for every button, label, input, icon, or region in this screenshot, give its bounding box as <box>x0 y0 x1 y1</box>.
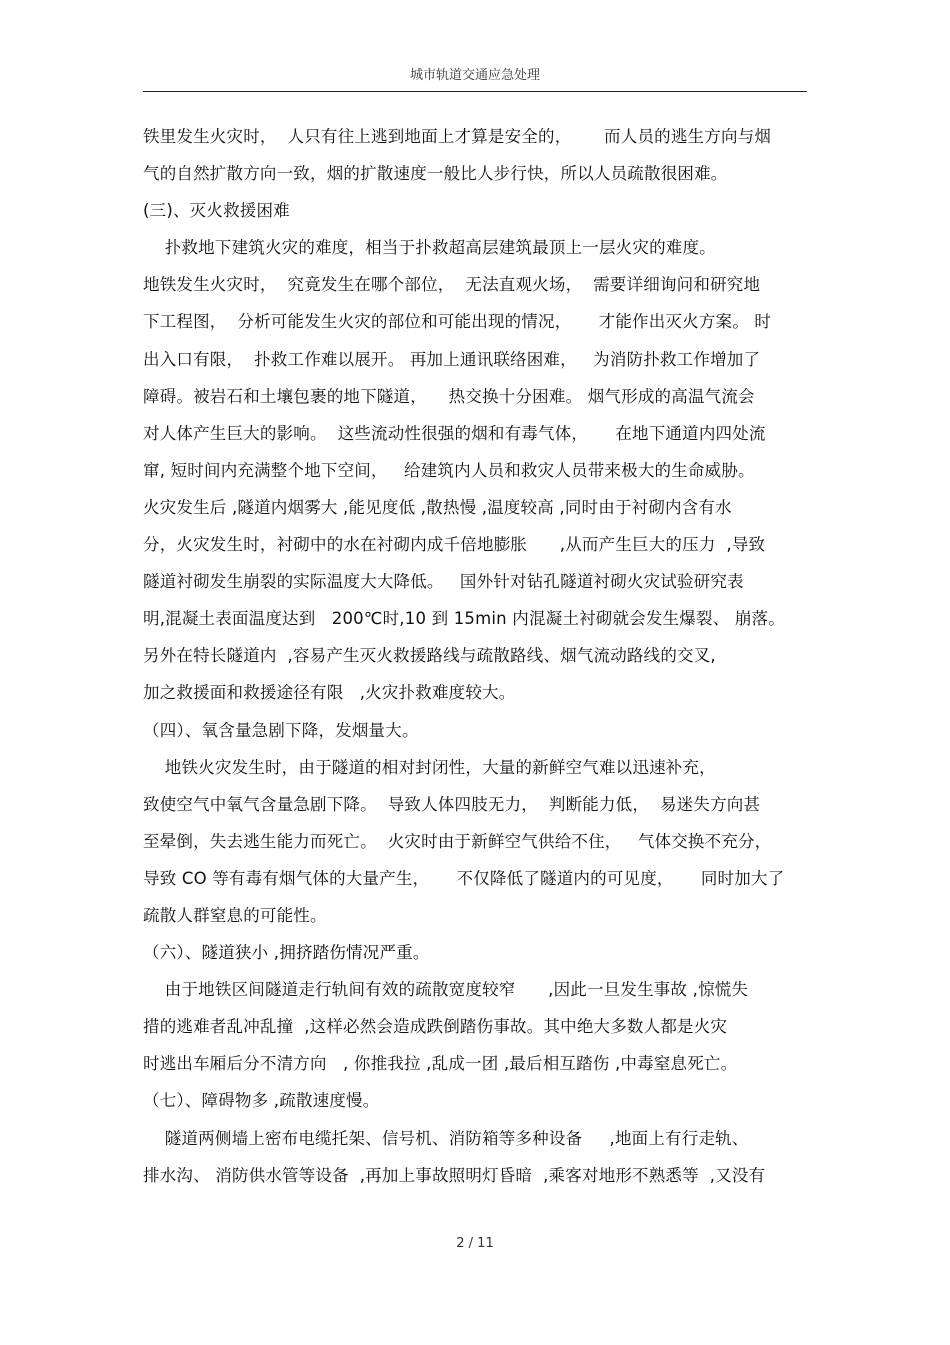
body-line: 地铁发生火灾时， 究竟发生在哪个部位， 无法直观火场， 需要详细询问和研究地 <box>143 275 761 295</box>
page-header-title: 城市轨道交通应急处理 <box>409 68 540 83</box>
body-line: 出入口有限， 扑救工作难以展开。 再加上通讯联络困难， 为消防扑救工作增加了 <box>143 349 761 369</box>
body-line: 扑救地下建筑火灾的难度，相当于扑救超高层建筑最顶上一层火灾的难度。 <box>143 238 716 258</box>
body-line: 至晕倒，失去逃生能力而死亡。 火灾时由于新鲜空气供给不住， 气体交换不充分， <box>143 831 772 851</box>
body-line: 障碍。被岩石和土壤包裹的地下隧道， 热交换十分困难。 烟气形成的高温气流会 <box>143 386 755 406</box>
section-heading: （七）、障碍物多 ,疏散速度慢。 <box>143 1091 380 1111</box>
body-line: 火灾发生后 ,隧道内烟雾大 ,能见度低 ,散热慢 ,温度较高 ,同时由于衬砌内含有水 <box>143 497 732 517</box>
body-line: 措的逃难者乱冲乱撞 ,这样必然会造成跌倒踏伤事故。其中绝大多数人都是火灾 <box>143 1017 728 1037</box>
body-line: 隧道两侧墙上密布电缆托架、信号机、消防箱等多种设备 ,地面上有行走轨、 <box>143 1128 749 1148</box>
body-line: 导致 CO 等有毒有烟气体的大量产生， 不仅降低了隧道内的可见度， 同时加大了 <box>143 868 785 888</box>
body-line: 由于地铁区间隧道走行轨间有效的疏散宽度较窄 ,因此一旦发生事故 ,惊慌失 <box>143 980 749 1000</box>
body-line: 加之救援面和救援途径有限 ,火灾扑救难度较大。 <box>143 683 516 703</box>
body-line: 致使空气中氧气含量急剧下降。 导致人体四肢无力， 判断能力低， 易迷失方向甚 <box>143 794 761 814</box>
body-line: 气的自然扩散方向一致，烟的扩散速度一般比人步行快，所以人员疏散很困难。 <box>143 164 728 184</box>
body-line: 另外在特长隧道内 ,容易产生灭火救援路线与疏散路线、烟气流动路线的交叉, <box>143 646 716 666</box>
body-line: 明,混凝土表面温度达到 200℃时,10 到 15min 内混凝土衬砌就会发生爆裂、 崩落。 <box>143 609 785 629</box>
section-heading: （四）、氧含量急剧下降，发烟量大。 <box>143 720 419 740</box>
document-body <box>143 118 833 1194</box>
body-line: 铁里发生火灾时， 人只有往上逃到地面上才算是安全的， 而人员的逃生方向与烟 <box>143 127 772 146</box>
body-line: 疏散人群窒息的可能性。 <box>143 905 327 925</box>
body-line: 分，火灾发生时，衬砌中的水在衬砌内成千倍地膨胀 ,从而产生巨大的压力 ,导致 <box>143 535 766 555</box>
body-line: 时逃出车厢后分不清方向 , 你推我拉 ,乱成一团 ,最后相互踏伤 ,中毒窒息死亡。 <box>143 1054 738 1074</box>
body-line: 地铁火灾发生时，由于隧道的相对封闭性，大量的新鲜空气难以迅速补充， <box>143 757 716 777</box>
body-line: 窜, 短时间内充满整个地下空间， 给建筑内人员和救灾人员带来极大的生命威胁。 <box>143 460 755 480</box>
body-line: 隧道衬砌发生崩裂的实际温度大大降低。 国外针对钻孔隧道衬砌火灾试验研究表 <box>143 572 744 592</box>
section-heading: （六）、隧道狭小 ,拥挤踏伤情况严重。 <box>143 943 430 963</box>
section-heading: (三)、灭火救援困难 <box>143 201 290 221</box>
body-line: 下工程图， 分析可能发生火灾的部位和可能出现的情况， 才能作出灭火方案。 时 <box>143 312 772 332</box>
body-line: 排水沟、 消防供水管等设备 ,再加上事故照明灯昏暗 ,乘客对地形不熟悉等 ,又没有 <box>143 1165 766 1185</box>
body-line: 对人体产生巨大的影响。 这些流动性很强的烟和有毒气体， 在地下通道内四处流 <box>143 423 766 443</box>
page-number: 2 / 11 <box>456 1236 494 1251</box>
header-divider <box>143 91 807 92</box>
